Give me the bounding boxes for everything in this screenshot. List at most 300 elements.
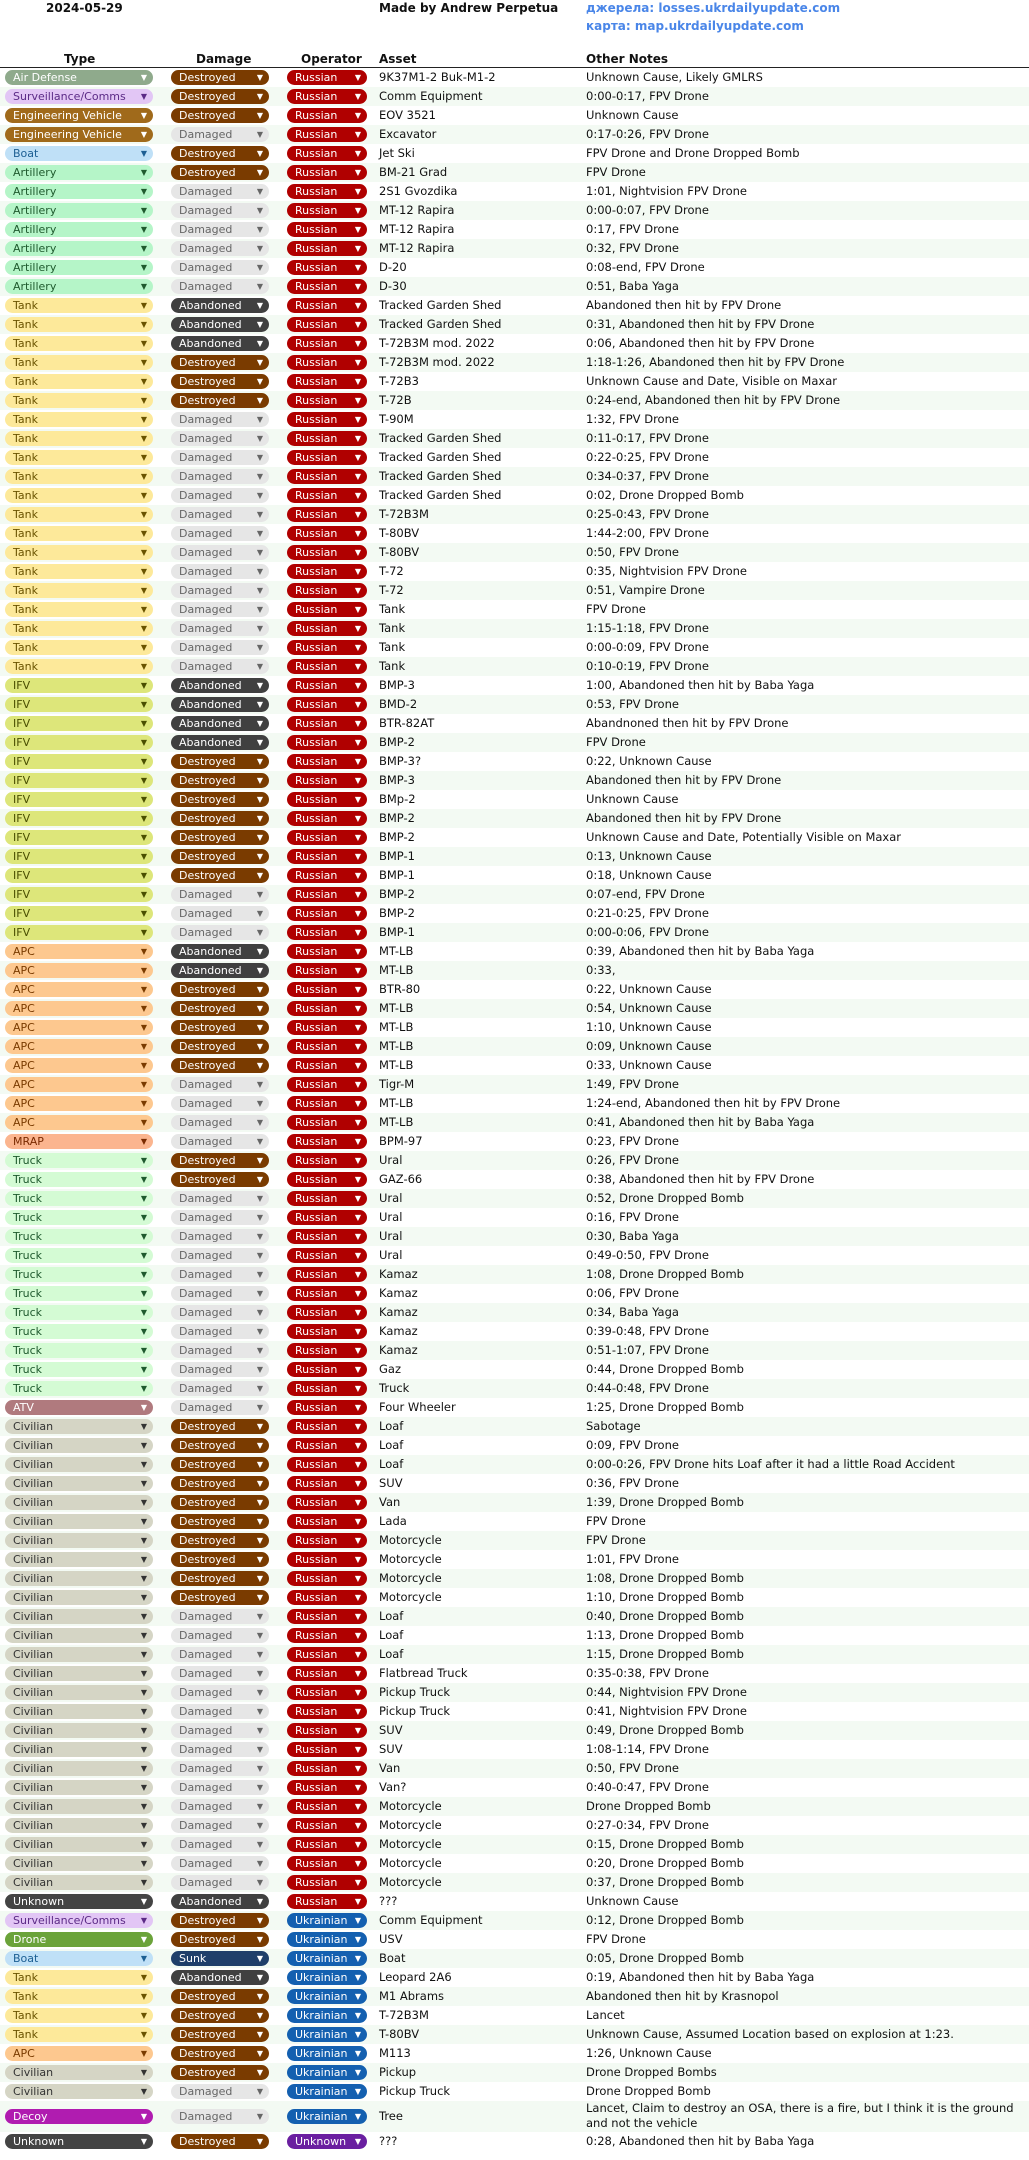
type-dropdown[interactable] xyxy=(5,1818,153,1833)
type-dropdown[interactable] xyxy=(5,716,153,731)
damage-dropdown[interactable] xyxy=(171,621,269,636)
damage-dropdown[interactable] xyxy=(171,317,269,332)
operator-dropdown[interactable] xyxy=(287,1989,367,2004)
damage-dropdown[interactable] xyxy=(171,70,269,85)
type-dropdown[interactable] xyxy=(5,1191,153,1206)
type-dropdown[interactable] xyxy=(5,2109,153,2124)
type-dropdown[interactable] xyxy=(5,241,153,256)
type-dropdown[interactable] xyxy=(5,1058,153,1073)
operator-dropdown[interactable] xyxy=(287,602,367,617)
type-dropdown[interactable] xyxy=(5,887,153,902)
damage-dropdown[interactable] xyxy=(171,1932,269,1947)
operator-dropdown[interactable] xyxy=(287,1400,367,1415)
operator-dropdown[interactable] xyxy=(287,1362,367,1377)
damage-dropdown[interactable] xyxy=(171,583,269,598)
damage-dropdown[interactable] xyxy=(171,2046,269,2061)
damage-dropdown[interactable] xyxy=(171,792,269,807)
damage-dropdown[interactable] xyxy=(171,2065,269,2080)
operator-dropdown[interactable] xyxy=(287,1742,367,1757)
damage-dropdown[interactable] xyxy=(171,127,269,142)
operator-dropdown[interactable] xyxy=(287,1419,367,1434)
type-dropdown[interactable] xyxy=(5,1324,153,1339)
damage-dropdown[interactable] xyxy=(171,2109,269,2124)
damage-dropdown[interactable] xyxy=(171,944,269,959)
operator-dropdown[interactable] xyxy=(287,1913,367,1928)
type-dropdown[interactable] xyxy=(5,1533,153,1548)
operator-dropdown[interactable] xyxy=(287,887,367,902)
damage-dropdown[interactable] xyxy=(171,1058,269,1073)
damage-dropdown[interactable] xyxy=(171,830,269,845)
operator-dropdown[interactable] xyxy=(287,1761,367,1776)
operator-dropdown[interactable] xyxy=(287,925,367,940)
damage-dropdown[interactable] xyxy=(171,1153,269,1168)
operator-dropdown[interactable] xyxy=(287,1039,367,1054)
operator-dropdown[interactable] xyxy=(287,1628,367,1643)
type-dropdown[interactable] xyxy=(5,1381,153,1396)
operator-dropdown[interactable] xyxy=(287,1495,367,1510)
damage-dropdown[interactable] xyxy=(171,222,269,237)
damage-dropdown[interactable] xyxy=(171,507,269,522)
damage-dropdown[interactable] xyxy=(171,412,269,427)
type-dropdown[interactable] xyxy=(5,2065,153,2080)
operator-dropdown[interactable] xyxy=(287,2065,367,2080)
damage-dropdown[interactable] xyxy=(171,1723,269,1738)
operator-dropdown[interactable] xyxy=(287,1571,367,1586)
damage-dropdown[interactable] xyxy=(171,165,269,180)
operator-dropdown[interactable] xyxy=(287,830,367,845)
operator-dropdown[interactable] xyxy=(287,640,367,655)
damage-dropdown[interactable] xyxy=(171,1267,269,1282)
operator-dropdown[interactable] xyxy=(287,1267,367,1282)
operator-dropdown[interactable] xyxy=(287,1020,367,1035)
type-dropdown[interactable] xyxy=(5,1248,153,1263)
type-dropdown[interactable] xyxy=(5,811,153,826)
type-dropdown[interactable] xyxy=(5,1039,153,1054)
operator-dropdown[interactable] xyxy=(287,697,367,712)
damage-dropdown[interactable] xyxy=(171,1514,269,1529)
type-dropdown[interactable] xyxy=(5,127,153,142)
operator-dropdown[interactable] xyxy=(287,393,367,408)
damage-dropdown[interactable] xyxy=(171,1533,269,1548)
damage-dropdown[interactable] xyxy=(171,1419,269,1434)
damage-dropdown[interactable] xyxy=(171,1362,269,1377)
type-dropdown[interactable] xyxy=(5,450,153,465)
damage-dropdown[interactable] xyxy=(171,1761,269,1776)
damage-dropdown[interactable] xyxy=(171,1647,269,1662)
damage-dropdown[interactable] xyxy=(171,1172,269,1187)
type-dropdown[interactable] xyxy=(5,545,153,560)
damage-dropdown[interactable] xyxy=(171,1704,269,1719)
type-dropdown[interactable] xyxy=(5,336,153,351)
operator-dropdown[interactable] xyxy=(287,754,367,769)
type-dropdown[interactable] xyxy=(5,906,153,921)
type-dropdown[interactable] xyxy=(5,754,153,769)
damage-dropdown[interactable] xyxy=(171,2008,269,2023)
operator-dropdown[interactable] xyxy=(287,1875,367,1890)
damage-dropdown[interactable] xyxy=(171,374,269,389)
damage-dropdown[interactable] xyxy=(171,545,269,560)
damage-dropdown[interactable] xyxy=(171,1780,269,1795)
operator-dropdown[interactable] xyxy=(287,184,367,199)
operator-dropdown[interactable] xyxy=(287,1856,367,1871)
operator-dropdown[interactable] xyxy=(287,792,367,807)
type-dropdown[interactable] xyxy=(5,792,153,807)
damage-dropdown[interactable] xyxy=(171,1666,269,1681)
type-dropdown[interactable] xyxy=(5,1723,153,1738)
operator-dropdown[interactable] xyxy=(287,583,367,598)
operator-dropdown[interactable] xyxy=(287,1704,367,1719)
damage-dropdown[interactable] xyxy=(171,1590,269,1605)
operator-dropdown[interactable] xyxy=(287,868,367,883)
damage-dropdown[interactable] xyxy=(171,203,269,218)
operator-dropdown[interactable] xyxy=(287,336,367,351)
operator-dropdown[interactable] xyxy=(287,108,367,123)
operator-dropdown[interactable] xyxy=(287,1153,367,1168)
operator-dropdown[interactable] xyxy=(287,1305,367,1320)
operator-dropdown[interactable] xyxy=(287,1324,367,1339)
operator-dropdown[interactable] xyxy=(287,2084,367,2099)
operator-dropdown[interactable] xyxy=(287,906,367,921)
operator-dropdown[interactable] xyxy=(287,1932,367,1947)
damage-dropdown[interactable] xyxy=(171,1476,269,1491)
operator-dropdown[interactable] xyxy=(287,1666,367,1681)
type-dropdown[interactable] xyxy=(5,1020,153,1035)
operator-dropdown[interactable] xyxy=(287,450,367,465)
type-dropdown[interactable] xyxy=(5,1400,153,1415)
type-dropdown[interactable] xyxy=(5,1343,153,1358)
damage-dropdown[interactable] xyxy=(171,431,269,446)
operator-dropdown[interactable] xyxy=(287,431,367,446)
damage-dropdown[interactable] xyxy=(171,1894,269,1909)
type-dropdown[interactable] xyxy=(5,1419,153,1434)
damage-dropdown[interactable] xyxy=(171,963,269,978)
damage-dropdown[interactable] xyxy=(171,1856,269,1871)
damage-dropdown[interactable] xyxy=(171,1628,269,1643)
damage-dropdown[interactable] xyxy=(171,1970,269,1985)
operator-dropdown[interactable] xyxy=(287,1229,367,1244)
damage-dropdown[interactable] xyxy=(171,1742,269,1757)
damage-dropdown[interactable] xyxy=(171,925,269,940)
operator-dropdown[interactable] xyxy=(287,355,367,370)
damage-dropdown[interactable] xyxy=(171,849,269,864)
damage-dropdown[interactable] xyxy=(171,1286,269,1301)
damage-dropdown[interactable] xyxy=(171,697,269,712)
damage-dropdown[interactable] xyxy=(171,1210,269,1225)
operator-dropdown[interactable] xyxy=(287,1438,367,1453)
type-dropdown[interactable] xyxy=(5,1666,153,1681)
damage-dropdown[interactable] xyxy=(171,906,269,921)
operator-dropdown[interactable] xyxy=(287,241,367,256)
type-dropdown[interactable] xyxy=(5,1438,153,1453)
type-dropdown[interactable] xyxy=(5,1286,153,1301)
damage-dropdown[interactable] xyxy=(171,2084,269,2099)
type-dropdown[interactable] xyxy=(5,1001,153,1016)
operator-dropdown[interactable] xyxy=(287,298,367,313)
damage-dropdown[interactable] xyxy=(171,1457,269,1472)
operator-dropdown[interactable] xyxy=(287,1723,367,1738)
type-dropdown[interactable] xyxy=(5,507,153,522)
type-dropdown[interactable] xyxy=(5,279,153,294)
operator-dropdown[interactable] xyxy=(287,488,367,503)
type-dropdown[interactable] xyxy=(5,146,153,161)
damage-dropdown[interactable] xyxy=(171,1305,269,1320)
damage-dropdown[interactable] xyxy=(171,298,269,313)
operator-dropdown[interactable] xyxy=(287,1172,367,1187)
damage-dropdown[interactable] xyxy=(171,1951,269,1966)
type-dropdown[interactable] xyxy=(5,1989,153,2004)
operator-dropdown[interactable] xyxy=(287,127,367,142)
operator-dropdown[interactable] xyxy=(287,1514,367,1529)
type-dropdown[interactable] xyxy=(5,1780,153,1795)
damage-dropdown[interactable] xyxy=(171,2134,269,2149)
operator-dropdown[interactable] xyxy=(287,2008,367,2023)
type-dropdown[interactable] xyxy=(5,1704,153,1719)
type-dropdown[interactable] xyxy=(5,1096,153,1111)
damage-dropdown[interactable] xyxy=(171,1324,269,1339)
type-dropdown[interactable] xyxy=(5,564,153,579)
operator-dropdown[interactable] xyxy=(287,2134,367,2149)
damage-dropdown[interactable] xyxy=(171,1001,269,1016)
type-dropdown[interactable] xyxy=(5,2084,153,2099)
type-dropdown[interactable] xyxy=(5,1229,153,1244)
operator-dropdown[interactable] xyxy=(287,678,367,693)
type-dropdown[interactable] xyxy=(5,1913,153,1928)
operator-dropdown[interactable] xyxy=(287,1286,367,1301)
source-map-link[interactable]: карта: map.ukrdailyupdate.com xyxy=(586,19,804,33)
type-dropdown[interactable] xyxy=(5,925,153,940)
operator-dropdown[interactable] xyxy=(287,944,367,959)
type-dropdown[interactable] xyxy=(5,1267,153,1282)
operator-dropdown[interactable] xyxy=(287,317,367,332)
operator-dropdown[interactable] xyxy=(287,1837,367,1852)
damage-dropdown[interactable] xyxy=(171,1438,269,1453)
operator-dropdown[interactable] xyxy=(287,2027,367,2042)
type-dropdown[interactable] xyxy=(5,526,153,541)
operator-dropdown[interactable] xyxy=(287,1894,367,1909)
type-dropdown[interactable] xyxy=(5,1894,153,1909)
type-dropdown[interactable] xyxy=(5,1799,153,1814)
type-dropdown[interactable] xyxy=(5,830,153,845)
operator-dropdown[interactable] xyxy=(287,1191,367,1206)
type-dropdown[interactable] xyxy=(5,1837,153,1852)
type-dropdown[interactable] xyxy=(5,1134,153,1149)
operator-dropdown[interactable] xyxy=(287,1609,367,1624)
type-dropdown[interactable] xyxy=(5,469,153,484)
type-dropdown[interactable] xyxy=(5,1362,153,1377)
damage-dropdown[interactable] xyxy=(171,1039,269,1054)
operator-dropdown[interactable] xyxy=(287,507,367,522)
type-dropdown[interactable] xyxy=(5,659,153,674)
type-dropdown[interactable] xyxy=(5,1647,153,1662)
damage-dropdown[interactable] xyxy=(171,1837,269,1852)
damage-dropdown[interactable] xyxy=(171,754,269,769)
type-dropdown[interactable] xyxy=(5,70,153,85)
damage-dropdown[interactable] xyxy=(171,1020,269,1035)
operator-dropdown[interactable] xyxy=(287,735,367,750)
operator-dropdown[interactable] xyxy=(287,526,367,541)
damage-dropdown[interactable] xyxy=(171,564,269,579)
type-dropdown[interactable] xyxy=(5,1761,153,1776)
type-dropdown[interactable] xyxy=(5,165,153,180)
operator-dropdown[interactable] xyxy=(287,1115,367,1130)
damage-dropdown[interactable] xyxy=(171,640,269,655)
damage-dropdown[interactable] xyxy=(171,678,269,693)
operator-dropdown[interactable] xyxy=(287,1210,367,1225)
type-dropdown[interactable] xyxy=(5,2027,153,2042)
type-dropdown[interactable] xyxy=(5,640,153,655)
type-dropdown[interactable] xyxy=(5,1742,153,1757)
type-dropdown[interactable] xyxy=(5,184,153,199)
damage-dropdown[interactable] xyxy=(171,716,269,731)
damage-dropdown[interactable] xyxy=(171,1248,269,1263)
operator-dropdown[interactable] xyxy=(287,412,367,427)
type-dropdown[interactable] xyxy=(5,317,153,332)
operator-dropdown[interactable] xyxy=(287,773,367,788)
type-dropdown[interactable] xyxy=(5,374,153,389)
type-dropdown[interactable] xyxy=(5,1495,153,1510)
type-dropdown[interactable] xyxy=(5,1552,153,1567)
damage-dropdown[interactable] xyxy=(171,1191,269,1206)
type-dropdown[interactable] xyxy=(5,1153,153,1168)
damage-dropdown[interactable] xyxy=(171,355,269,370)
damage-dropdown[interactable] xyxy=(171,1381,269,1396)
damage-dropdown[interactable] xyxy=(171,1609,269,1624)
damage-dropdown[interactable] xyxy=(171,1400,269,1415)
type-dropdown[interactable] xyxy=(5,89,153,104)
operator-dropdown[interactable] xyxy=(287,165,367,180)
damage-dropdown[interactable] xyxy=(171,659,269,674)
damage-dropdown[interactable] xyxy=(171,868,269,883)
operator-dropdown[interactable] xyxy=(287,279,367,294)
operator-dropdown[interactable] xyxy=(287,621,367,636)
operator-dropdown[interactable] xyxy=(287,1780,367,1795)
damage-dropdown[interactable] xyxy=(171,184,269,199)
damage-dropdown[interactable] xyxy=(171,89,269,104)
damage-dropdown[interactable] xyxy=(171,1552,269,1567)
type-dropdown[interactable] xyxy=(5,1172,153,1187)
type-dropdown[interactable] xyxy=(5,1609,153,1624)
damage-dropdown[interactable] xyxy=(171,1799,269,1814)
operator-dropdown[interactable] xyxy=(287,1381,367,1396)
damage-dropdown[interactable] xyxy=(171,1913,269,1928)
type-dropdown[interactable] xyxy=(5,1210,153,1225)
operator-dropdown[interactable] xyxy=(287,1970,367,1985)
damage-dropdown[interactable] xyxy=(171,469,269,484)
operator-dropdown[interactable] xyxy=(287,982,367,997)
damage-dropdown[interactable] xyxy=(171,1989,269,2004)
type-dropdown[interactable] xyxy=(5,2046,153,2061)
type-dropdown[interactable] xyxy=(5,1476,153,1491)
operator-dropdown[interactable] xyxy=(287,659,367,674)
damage-dropdown[interactable] xyxy=(171,1343,269,1358)
operator-dropdown[interactable] xyxy=(287,1685,367,1700)
damage-dropdown[interactable] xyxy=(171,1096,269,1111)
operator-dropdown[interactable] xyxy=(287,963,367,978)
damage-dropdown[interactable] xyxy=(171,811,269,826)
type-dropdown[interactable] xyxy=(5,849,153,864)
damage-dropdown[interactable] xyxy=(171,1495,269,1510)
damage-dropdown[interactable] xyxy=(171,1875,269,1890)
damage-dropdown[interactable] xyxy=(171,773,269,788)
damage-dropdown[interactable] xyxy=(171,1685,269,1700)
damage-dropdown[interactable] xyxy=(171,1115,269,1130)
damage-dropdown[interactable] xyxy=(171,146,269,161)
type-dropdown[interactable] xyxy=(5,982,153,997)
operator-dropdown[interactable] xyxy=(287,203,367,218)
type-dropdown[interactable] xyxy=(5,1077,153,1092)
type-dropdown[interactable] xyxy=(5,2134,153,2149)
type-dropdown[interactable] xyxy=(5,602,153,617)
damage-dropdown[interactable] xyxy=(171,1077,269,1092)
operator-dropdown[interactable] xyxy=(287,1552,367,1567)
damage-dropdown[interactable] xyxy=(171,1818,269,1833)
type-dropdown[interactable] xyxy=(5,1514,153,1529)
operator-dropdown[interactable] xyxy=(287,222,367,237)
operator-dropdown[interactable] xyxy=(287,1457,367,1472)
type-dropdown[interactable] xyxy=(5,298,153,313)
operator-dropdown[interactable] xyxy=(287,545,367,560)
damage-dropdown[interactable] xyxy=(171,279,269,294)
damage-dropdown[interactable] xyxy=(171,488,269,503)
operator-dropdown[interactable] xyxy=(287,260,367,275)
operator-dropdown[interactable] xyxy=(287,469,367,484)
operator-dropdown[interactable] xyxy=(287,70,367,85)
type-dropdown[interactable] xyxy=(5,1856,153,1871)
operator-dropdown[interactable] xyxy=(287,2046,367,2061)
operator-dropdown[interactable] xyxy=(287,1533,367,1548)
operator-dropdown[interactable] xyxy=(287,564,367,579)
operator-dropdown[interactable] xyxy=(287,716,367,731)
type-dropdown[interactable] xyxy=(5,697,153,712)
operator-dropdown[interactable] xyxy=(287,1248,367,1263)
type-dropdown[interactable] xyxy=(5,583,153,598)
operator-dropdown[interactable] xyxy=(287,2109,367,2124)
type-dropdown[interactable] xyxy=(5,1875,153,1890)
type-dropdown[interactable] xyxy=(5,678,153,693)
operator-dropdown[interactable] xyxy=(287,146,367,161)
type-dropdown[interactable] xyxy=(5,944,153,959)
operator-dropdown[interactable] xyxy=(287,1951,367,1966)
operator-dropdown[interactable] xyxy=(287,811,367,826)
damage-dropdown[interactable] xyxy=(171,336,269,351)
type-dropdown[interactable] xyxy=(5,735,153,750)
source-losses-link[interactable]: джерела: losses.ukrdailyupdate.com xyxy=(586,1,841,15)
damage-dropdown[interactable] xyxy=(171,241,269,256)
damage-dropdown[interactable] xyxy=(171,260,269,275)
damage-dropdown[interactable] xyxy=(171,982,269,997)
type-dropdown[interactable] xyxy=(5,260,153,275)
operator-dropdown[interactable] xyxy=(287,1647,367,1662)
operator-dropdown[interactable] xyxy=(287,1590,367,1605)
type-dropdown[interactable] xyxy=(5,1951,153,1966)
operator-dropdown[interactable] xyxy=(287,89,367,104)
type-dropdown[interactable] xyxy=(5,488,153,503)
damage-dropdown[interactable] xyxy=(171,602,269,617)
operator-dropdown[interactable] xyxy=(287,1058,367,1073)
damage-dropdown[interactable] xyxy=(171,2027,269,2042)
operator-dropdown[interactable] xyxy=(287,1001,367,1016)
type-dropdown[interactable] xyxy=(5,108,153,123)
type-dropdown[interactable] xyxy=(5,1305,153,1320)
type-dropdown[interactable] xyxy=(5,1685,153,1700)
damage-dropdown[interactable] xyxy=(171,526,269,541)
operator-dropdown[interactable] xyxy=(287,1476,367,1491)
damage-dropdown[interactable] xyxy=(171,450,269,465)
type-dropdown[interactable] xyxy=(5,1970,153,1985)
operator-dropdown[interactable] xyxy=(287,849,367,864)
operator-dropdown[interactable] xyxy=(287,1077,367,1092)
type-dropdown[interactable] xyxy=(5,1571,153,1586)
